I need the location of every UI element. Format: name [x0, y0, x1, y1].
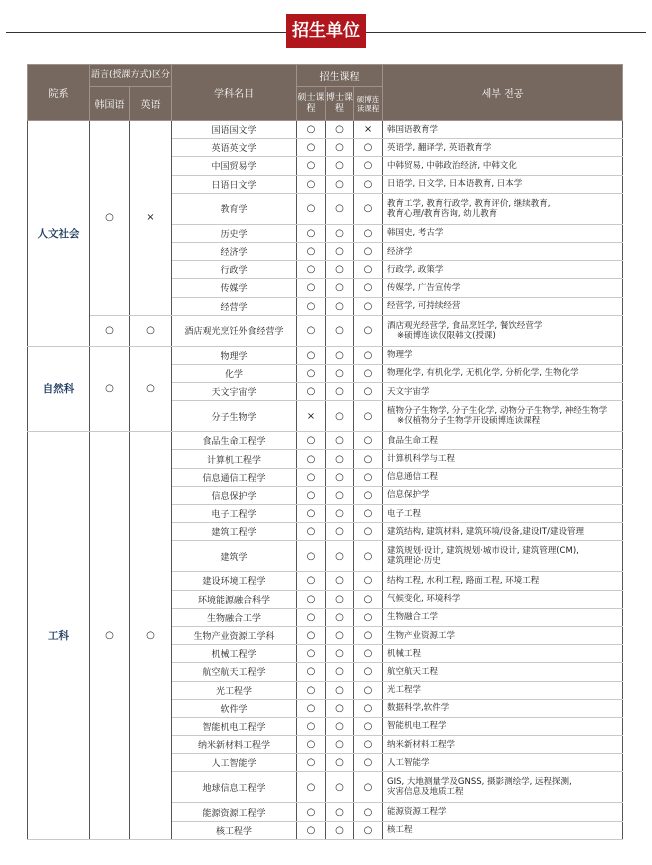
- integrated-mark: ○: [354, 699, 383, 717]
- detail-line: 传媒学, 广告宣传学: [387, 282, 461, 293]
- master-mark: ○: [297, 736, 326, 754]
- integrated-mark: ○: [354, 261, 383, 279]
- detail-majors: [383, 297, 623, 315]
- master-mark: ○: [297, 175, 326, 193]
- master-mark: ○: [297, 315, 326, 346]
- detail-note: ※仅植物分子生物学开设硕博连读课程: [397, 416, 541, 427]
- doctor-mark: ○: [326, 157, 354, 175]
- major-name: 经济学: [172, 242, 297, 260]
- detail-line: 生物融合工学: [387, 612, 439, 623]
- detail-line: 核工程: [387, 825, 413, 836]
- detail-majors: [383, 608, 623, 626]
- doctor-mark: ○: [326, 450, 354, 468]
- major-name: 行政学: [172, 261, 297, 279]
- header-department: 院系: [28, 65, 90, 121]
- major-name: 建设环境工程学: [172, 572, 297, 590]
- doctor-mark: ○: [326, 315, 354, 346]
- master-mark: ○: [297, 699, 326, 717]
- detail-line: 航空航天工程: [387, 666, 439, 677]
- major-name: 生物融合工学: [172, 608, 297, 626]
- master-mark: ○: [297, 590, 326, 608]
- major-name: 机械工程学: [172, 645, 297, 663]
- integrated-mark: ○: [354, 383, 383, 401]
- integrated-mark: ×: [354, 121, 383, 139]
- doctor-mark: ○: [326, 772, 354, 803]
- master-mark: ○: [297, 193, 326, 224]
- detail-majors: [383, 261, 623, 279]
- major-name: 分子生物学: [172, 401, 297, 432]
- master-mark: ○: [297, 279, 326, 297]
- doctor-mark: ○: [326, 608, 354, 626]
- integrated-mark: ○: [354, 450, 383, 468]
- detail-note: ※硕博连读仅限韩文(授课): [397, 330, 496, 341]
- table-body: [28, 121, 623, 840]
- doctor-mark: ○: [326, 383, 354, 401]
- doctor-mark: ○: [326, 821, 354, 839]
- major-name: 光工程学: [172, 681, 297, 699]
- integrated-mark: ○: [354, 803, 383, 821]
- detail-majors: [383, 736, 623, 754]
- doctor-mark: ○: [326, 681, 354, 699]
- major-name: 酒店观光烹饪外食经营学: [172, 315, 297, 346]
- detail-line: 经营学, 可持续经营: [387, 301, 461, 312]
- major-name: 传媒学: [172, 279, 297, 297]
- major-name: 日语日文学: [172, 175, 297, 193]
- doctor-mark: ○: [326, 175, 354, 193]
- master-mark: ○: [297, 608, 326, 626]
- detail-line: 行政学, 政策学: [387, 264, 444, 275]
- detail-majors: [383, 754, 623, 772]
- doctor-mark: ○: [326, 699, 354, 717]
- detail-line: 机械工程: [387, 648, 422, 659]
- detail-line: 人工智能学: [387, 757, 430, 768]
- detail-majors: [383, 681, 623, 699]
- integrated-mark: ○: [354, 242, 383, 260]
- doctor-mark: ○: [326, 803, 354, 821]
- detail-majors: [383, 505, 623, 523]
- detail-line: GIS, 大地测量学及GNSS, 摄影测绘学, 远程探测,: [387, 777, 572, 788]
- master-mark: ○: [297, 663, 326, 681]
- admission-table: [27, 64, 623, 840]
- master-mark: ○: [297, 121, 326, 139]
- detail-majors: [383, 139, 623, 157]
- master-mark: ○: [297, 486, 326, 504]
- major-name: 建筑工程学: [172, 523, 297, 541]
- integrated-mark: ○: [354, 523, 383, 541]
- header-details: 세부 전공: [383, 65, 623, 121]
- doctor-mark: ○: [326, 139, 354, 157]
- detail-majors: [383, 699, 623, 717]
- integrated-mark: ○: [354, 432, 383, 450]
- integrated-mark: ○: [354, 821, 383, 839]
- detail-line: 纳米新材料工程学: [387, 739, 456, 750]
- header-korean: 韩国语: [90, 87, 130, 121]
- master-mark: ○: [297, 139, 326, 157]
- major-name: 生物产业资源工学科: [172, 626, 297, 644]
- table-row: [28, 346, 623, 364]
- doctor-mark: ○: [326, 754, 354, 772]
- detail-line: 中韩贸易, 中韩政治经济, 中韩文化: [387, 160, 517, 171]
- major-name: 历史学: [172, 224, 297, 242]
- master-mark: ○: [297, 450, 326, 468]
- detail-line: 能源资源工程学: [387, 807, 447, 818]
- detail-line: 日语学, 日文学, 日本语教育, 日本学: [387, 179, 523, 190]
- header-programs: 招生课程: [297, 65, 383, 87]
- integrated-mark: ○: [354, 608, 383, 626]
- doctor-mark: ○: [326, 523, 354, 541]
- master-mark: ○: [297, 626, 326, 644]
- integrated-mark: ○: [354, 224, 383, 242]
- detail-majors: [383, 645, 623, 663]
- detail-majors: [383, 772, 623, 803]
- major-name: 地球信息工程学: [172, 772, 297, 803]
- doctor-mark: ○: [326, 590, 354, 608]
- doctor-mark: ○: [326, 346, 354, 364]
- detail-line: 灾害信息及地质工程: [387, 787, 464, 798]
- table-row: [28, 315, 623, 346]
- integrated-mark: ○: [354, 590, 383, 608]
- korean-availability: ○: [90, 432, 130, 840]
- detail-majors: [383, 383, 623, 401]
- detail-line: 智能机电工程学: [387, 721, 447, 732]
- master-mark: ○: [297, 224, 326, 242]
- doctor-mark: ○: [326, 432, 354, 450]
- detail-majors: [383, 346, 623, 364]
- detail-line: 建筑结构, 建筑材料, 建筑环境/设备,建设IT/建设管理: [387, 526, 584, 537]
- master-mark: ○: [297, 572, 326, 590]
- master-mark: ○: [297, 681, 326, 699]
- doctor-mark: ○: [326, 486, 354, 504]
- english-availability: ×: [130, 121, 172, 316]
- master-mark: ×: [297, 401, 326, 432]
- detail-majors: [383, 121, 623, 139]
- integrated-mark: ○: [354, 572, 383, 590]
- detail-line: 结构工程, 水利工程, 路面工程, 环境工程: [387, 575, 540, 586]
- master-mark: ○: [297, 432, 326, 450]
- detail-line: 物理化学, 有机化学, 无机化学, 分析化学, 生物化学: [387, 368, 579, 379]
- master-mark: ○: [297, 383, 326, 401]
- department-name: 自然科: [28, 346, 90, 432]
- korean-availability: ○: [90, 315, 130, 346]
- doctor-mark: ○: [326, 364, 354, 382]
- detail-line: 韩国语教育学: [387, 124, 439, 135]
- detail-majors: [383, 468, 623, 486]
- table-row: [28, 121, 623, 139]
- detail-line: 植物分子生物学, 分子生化学, 动物分子生物学, 神经生物学: [387, 406, 608, 417]
- master-mark: ○: [297, 523, 326, 541]
- integrated-mark: ○: [354, 505, 383, 523]
- doctor-mark: ○: [326, 505, 354, 523]
- detail-majors: [383, 663, 623, 681]
- integrated-mark: ○: [354, 663, 383, 681]
- detail-line: 建筑规划·设计, 建筑规划·城市设计, 建筑管理(CM),: [387, 546, 579, 557]
- integrated-mark: ○: [354, 486, 383, 504]
- master-mark: ○: [297, 803, 326, 821]
- master-mark: ○: [297, 821, 326, 839]
- doctor-mark: ○: [326, 626, 354, 644]
- detail-line: 天文宇宙学: [387, 386, 430, 397]
- detail-line: 建筑理论·历史: [387, 556, 441, 567]
- header-major: 学科名目: [172, 65, 297, 121]
- master-mark: ○: [297, 772, 326, 803]
- major-name: 人工智能学: [172, 754, 297, 772]
- detail-majors: [383, 450, 623, 468]
- major-name: 环境能源融合科学: [172, 590, 297, 608]
- master-mark: ○: [297, 505, 326, 523]
- detail-line: 英语学, 翻译学, 英语教育学: [387, 142, 492, 153]
- korean-availability: ○: [90, 346, 130, 432]
- detail-line: 经济学: [387, 246, 413, 257]
- detail-line: 韩国史, 考古学: [387, 228, 444, 239]
- doctor-mark: ○: [326, 193, 354, 224]
- master-mark: ○: [297, 297, 326, 315]
- detail-majors: [383, 193, 623, 224]
- detail-majors: [383, 432, 623, 450]
- detail-majors: [383, 717, 623, 735]
- integrated-mark: ○: [354, 315, 383, 346]
- major-name: 信息通信工程学: [172, 468, 297, 486]
- detail-line: 信息保护学: [387, 490, 430, 501]
- detail-line: 食品生命工程: [387, 435, 439, 446]
- master-mark: ○: [297, 157, 326, 175]
- integrated-mark: ○: [354, 541, 383, 572]
- detail-line: 酒店观光经营学, 食品烹饪学, 餐饮经营学: [387, 320, 543, 331]
- doctor-mark: ○: [326, 468, 354, 486]
- detail-line: 信息通信工程: [387, 472, 439, 483]
- detail-majors: [383, 401, 623, 432]
- major-name: 航空航天工程学: [172, 663, 297, 681]
- doctor-mark: ○: [326, 224, 354, 242]
- table-row: [28, 432, 623, 450]
- detail-majors: [383, 572, 623, 590]
- master-mark: ○: [297, 541, 326, 572]
- major-name: 国语国文学: [172, 121, 297, 139]
- integrated-mark: ○: [354, 193, 383, 224]
- detail-line: 教育工学, 教育行政学, 教育评价, 继续教育,: [387, 198, 551, 209]
- english-availability: ○: [130, 315, 172, 346]
- master-mark: ○: [297, 754, 326, 772]
- major-name: 英语英文学: [172, 139, 297, 157]
- department-name: 工科: [28, 432, 90, 840]
- detail-line: 数据科学,软件学: [387, 703, 450, 714]
- major-name: 教育学: [172, 193, 297, 224]
- major-name: 经营学: [172, 297, 297, 315]
- doctor-mark: ○: [326, 121, 354, 139]
- major-name: 电子工程学: [172, 505, 297, 523]
- integrated-mark: ○: [354, 717, 383, 735]
- integrated-mark: ○: [354, 279, 383, 297]
- header-integrated: 硕博连读课程: [354, 87, 383, 121]
- doctor-mark: ○: [326, 572, 354, 590]
- detail-majors: [383, 175, 623, 193]
- detail-majors: [383, 224, 623, 242]
- detail-majors: [383, 590, 623, 608]
- detail-majors: [383, 803, 623, 821]
- master-mark: ○: [297, 364, 326, 382]
- detail-line: 物理学: [387, 350, 413, 361]
- major-name: 食品生命工程学: [172, 432, 297, 450]
- integrated-mark: ○: [354, 736, 383, 754]
- major-name: 信息保护学: [172, 486, 297, 504]
- detail-majors: [383, 279, 623, 297]
- english-availability: ○: [130, 432, 172, 840]
- doctor-mark: ○: [326, 736, 354, 754]
- doctor-mark: ○: [326, 663, 354, 681]
- doctor-mark: ○: [326, 279, 354, 297]
- detail-majors: [383, 242, 623, 260]
- major-name: 核工程学: [172, 821, 297, 839]
- integrated-mark: ○: [354, 175, 383, 193]
- doctor-mark: ○: [326, 541, 354, 572]
- detail-line: 教育心理/教育咨询, 幼儿教育: [387, 208, 498, 219]
- detail-majors: [383, 364, 623, 382]
- detail-majors: [383, 523, 623, 541]
- detail-line: 气候变化, 环境科学: [387, 594, 461, 605]
- major-name: 化学: [172, 364, 297, 382]
- detail-line: 生物产业资源工学: [387, 630, 456, 641]
- master-mark: ○: [297, 645, 326, 663]
- integrated-mark: ○: [354, 346, 383, 364]
- doctor-mark: ○: [326, 297, 354, 315]
- page-title: 招生单位: [286, 14, 366, 48]
- header-doctor: 博士课程: [326, 87, 354, 121]
- major-name: 纳米新材料工程学: [172, 736, 297, 754]
- detail-line: 电子工程: [387, 508, 422, 519]
- integrated-mark: ○: [354, 468, 383, 486]
- korean-availability: ○: [90, 121, 130, 316]
- detail-majors: [383, 486, 623, 504]
- header-english: 英语: [130, 87, 172, 121]
- major-name: 建筑学: [172, 541, 297, 572]
- detail-majors: [383, 157, 623, 175]
- doctor-mark: ○: [326, 261, 354, 279]
- detail-line: 计算机科学与工程: [387, 454, 456, 465]
- detail-majors: [383, 626, 623, 644]
- major-name: 能源资源工程学: [172, 803, 297, 821]
- integrated-mark: ○: [354, 157, 383, 175]
- master-mark: ○: [297, 261, 326, 279]
- integrated-mark: ○: [354, 626, 383, 644]
- doctor-mark: ○: [326, 401, 354, 432]
- major-name: 计算机工程学: [172, 450, 297, 468]
- master-mark: ○: [297, 468, 326, 486]
- major-name: 智能机电工程学: [172, 717, 297, 735]
- major-name: 软件学: [172, 699, 297, 717]
- detail-majors: [383, 315, 623, 346]
- english-availability: ○: [130, 346, 172, 432]
- detail-majors: [383, 541, 623, 572]
- department-name: 人文社会: [28, 121, 90, 347]
- integrated-mark: ○: [354, 681, 383, 699]
- integrated-mark: ○: [354, 364, 383, 382]
- header-language-group: 語言(授課方式)区分: [90, 65, 172, 87]
- integrated-mark: ○: [354, 401, 383, 432]
- integrated-mark: ○: [354, 645, 383, 663]
- major-name: 中国贸易学: [172, 157, 297, 175]
- integrated-mark: ○: [354, 754, 383, 772]
- doctor-mark: ○: [326, 242, 354, 260]
- detail-majors: [383, 821, 623, 839]
- major-name: 天文宇宙学: [172, 383, 297, 401]
- master-mark: ○: [297, 242, 326, 260]
- major-name: 物理学: [172, 346, 297, 364]
- master-mark: ○: [297, 717, 326, 735]
- header-master: 硕士课程: [297, 87, 326, 121]
- detail-line: 光工程学: [387, 685, 422, 696]
- doctor-mark: ○: [326, 645, 354, 663]
- integrated-mark: ○: [354, 297, 383, 315]
- master-mark: ○: [297, 346, 326, 364]
- doctor-mark: ○: [326, 717, 354, 735]
- integrated-mark: ○: [354, 772, 383, 803]
- integrated-mark: ○: [354, 139, 383, 157]
